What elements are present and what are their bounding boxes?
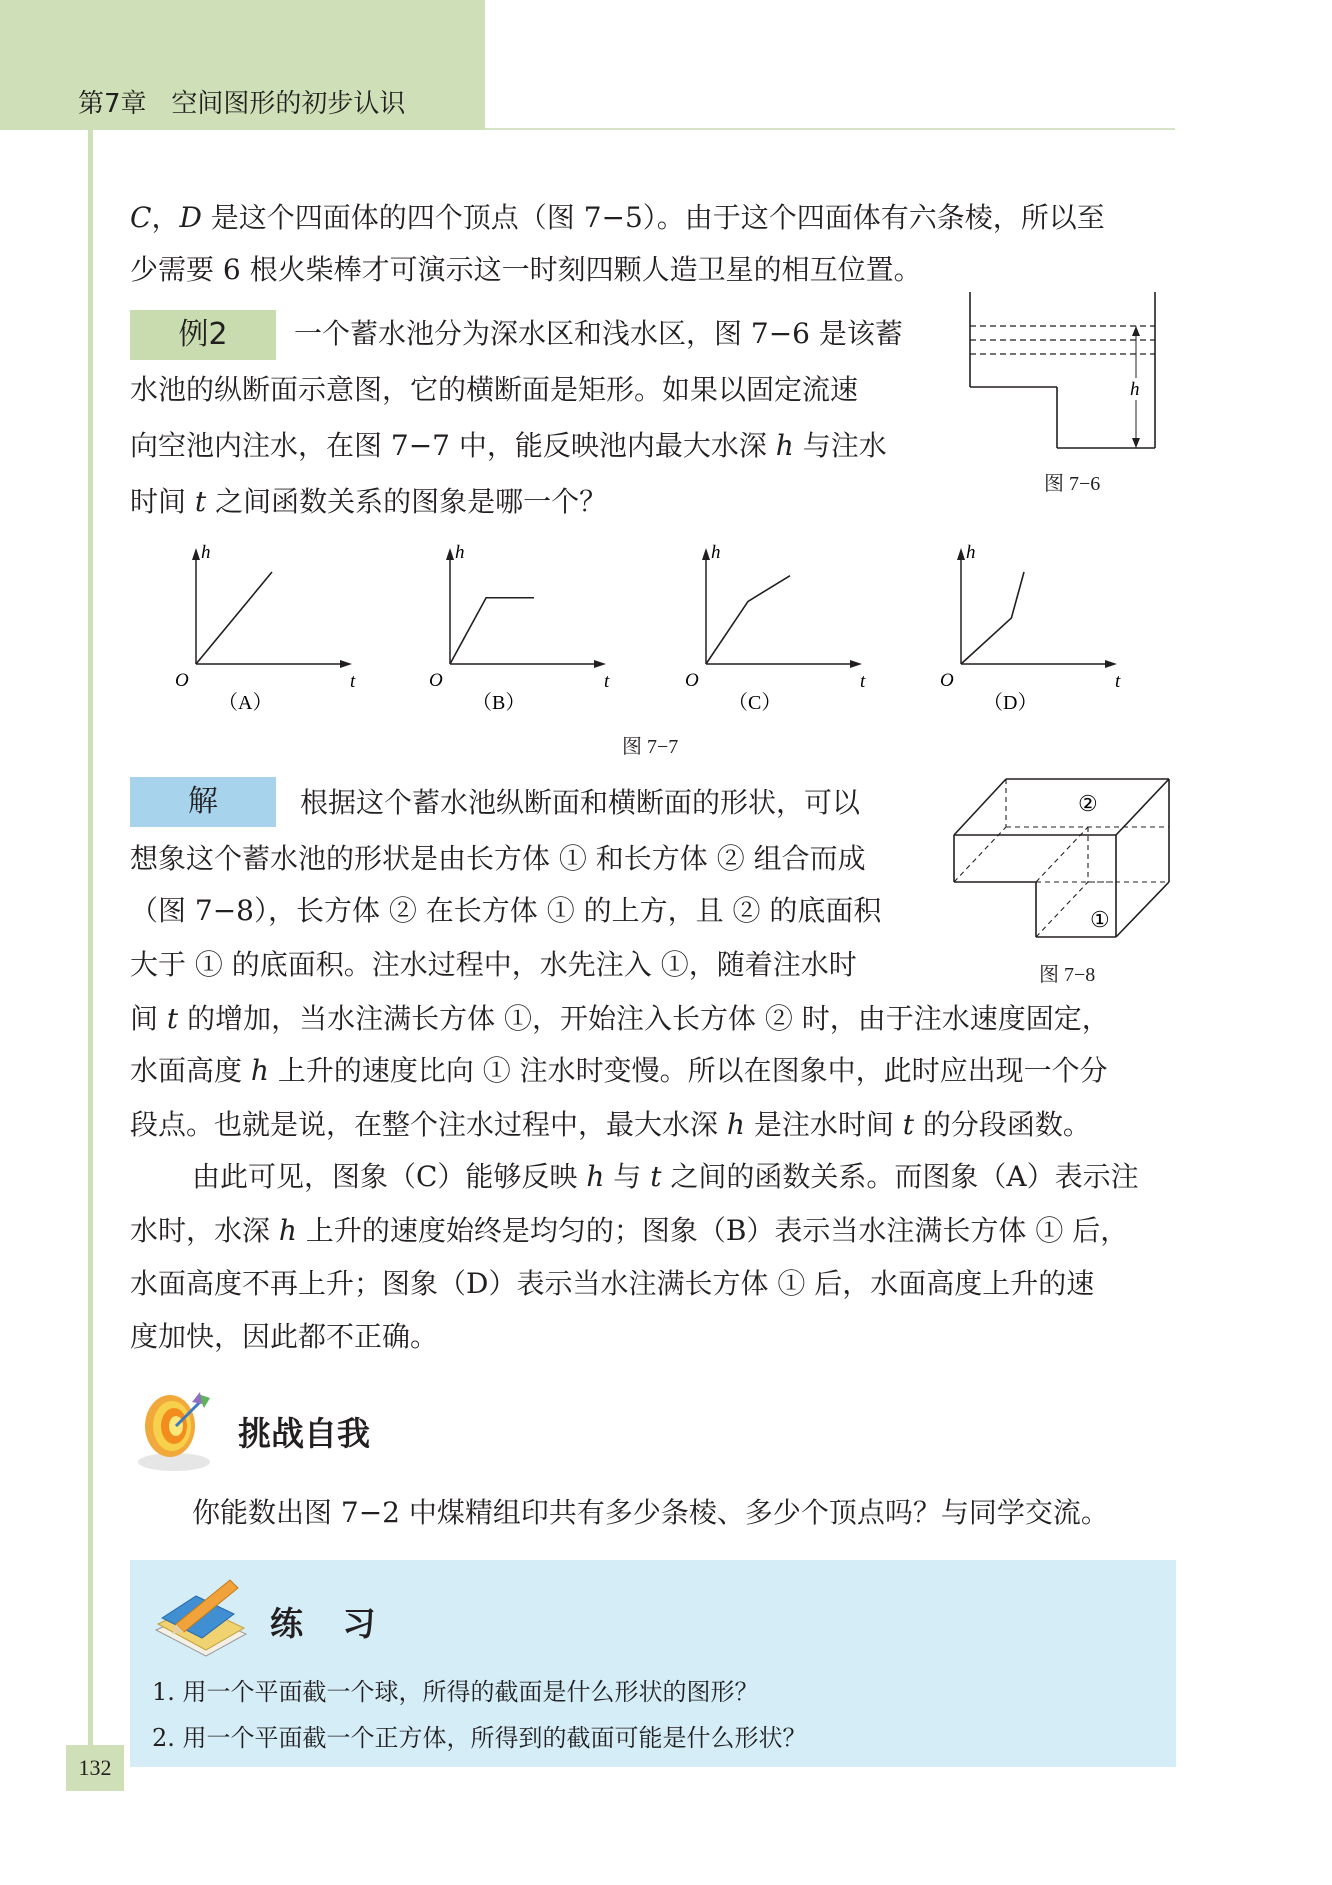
target-icon — [130, 1380, 220, 1480]
text: 之间的函数关系。而图象（A）表示注 — [661, 1160, 1139, 1193]
graph-curve-A — [196, 572, 272, 664]
example-tag: 例2 — [130, 310, 276, 360]
box2-front-top — [954, 835, 1116, 882]
conclusion-line-3: 水面高度不再上升；图象（D）表示当水注满长方体 ① 后，水面高度上升的速 — [130, 1267, 1095, 1300]
x-axis-label: t — [604, 671, 610, 692]
solution-line-4: 大于 ① 的底面积。注水过程中，水先注入 ①，随着注水时 — [130, 948, 857, 981]
example-line-1: 一个蓄水池分为深水区和浅水区，图 7−6 是该蓄 — [294, 317, 903, 350]
var-h: h — [250, 1054, 269, 1087]
header-rule — [485, 128, 1175, 130]
text: 向空池内注水，在图 7−7 中，能反映池内最大水深 — [130, 429, 776, 462]
text: 由此可见，图象（C）能够反映 — [192, 1160, 587, 1193]
var-h: h — [775, 429, 794, 462]
solution-line-5 — [130, 993, 1110, 1045]
margin-bar — [88, 130, 93, 1760]
fig-7-8-label-2: ② — [1078, 791, 1098, 816]
x-axis-arrow — [850, 660, 862, 668]
intro-text: 是这个四面体的四个顶点（图 7−5）。由于这个四面体有六条棱，所以至 — [201, 201, 1105, 234]
var-t: t — [902, 1108, 915, 1141]
text: 是注水时间 — [744, 1108, 903, 1141]
conclusion-line-2 — [130, 1205, 1128, 1257]
x-axis-label: t — [860, 671, 866, 692]
solution-line-7 — [130, 1099, 1091, 1151]
chapter-title — [78, 83, 405, 120]
y-axis-label: h — [711, 542, 721, 563]
text: 之间函数关系的图象是哪一个？ — [206, 485, 608, 518]
graph-C — [680, 540, 880, 715]
var-h: h — [726, 1108, 745, 1141]
graph-B — [424, 540, 624, 715]
y-axis-arrow — [192, 548, 200, 560]
sep: ， — [151, 201, 180, 234]
text: 的分段函数。 — [914, 1108, 1091, 1141]
y-axis-label: h — [455, 542, 465, 563]
page-number: 132 — [66, 1745, 124, 1791]
graph-curve-D — [961, 572, 1024, 664]
y-axis-arrow — [446, 548, 454, 560]
solution-line-6 — [130, 1045, 1108, 1097]
fig-7-6-caption: 图 7−6 — [1044, 473, 1101, 495]
vertex-c: C — [130, 201, 152, 234]
var-t: t — [650, 1160, 662, 1193]
solution-tag: 解 — [130, 777, 276, 827]
practice-item-1: 1. 用一个平面截一个球，所得的截面是什么形状的图形？ — [152, 1678, 759, 1706]
x-axis-arrow — [594, 660, 606, 668]
var-t: t — [194, 485, 207, 518]
chapter-name: 空间图形的初步认识 — [171, 89, 406, 119]
challenge-title: 挑战自我 — [238, 1414, 370, 1453]
text: 与 — [604, 1160, 651, 1193]
origin-label: O — [429, 670, 443, 691]
y-axis-label: h — [201, 542, 211, 563]
example-line-3 — [130, 420, 887, 472]
practice-item-2: 2. 用一个平面截一个正方体，所得到的截面可能是什么形状？ — [152, 1724, 807, 1752]
intro-line-2: 少需要 6 根火柴棒才可演示这一时刻四颗人造卫星的相互位置。 — [130, 253, 922, 286]
text: 时间 — [130, 485, 195, 518]
h-arrow-down — [1132, 438, 1140, 448]
graph-label-A: （A） — [218, 692, 273, 714]
y-axis-arrow — [702, 548, 710, 560]
fig-7-8-caption: 图 7−8 — [1039, 964, 1096, 986]
graph-D — [935, 540, 1135, 715]
graph-curve-C — [706, 576, 790, 664]
text: 的增加，当水注满长方体 ①，开始注入长方体 ② 时，由于注水速度固定， — [178, 1002, 1110, 1035]
origin-label: O — [940, 670, 954, 691]
y-axis-label: h — [966, 542, 976, 563]
text: 水面高度 — [130, 1054, 251, 1087]
x-axis-label: t — [1115, 671, 1121, 692]
y-axis-arrow — [957, 548, 965, 560]
fig-7-6-h-label: h — [1130, 379, 1140, 400]
h-arrow-up — [1132, 326, 1140, 336]
var-h: h — [278, 1214, 297, 1247]
origin-label: O — [175, 670, 189, 691]
text: 上升的速度始终是均匀的；图象（B）表示当水注满长方体 ① 后， — [296, 1214, 1129, 1247]
fig-7-8-label-1: ① — [1090, 907, 1110, 932]
fig-7-8-diagram — [950, 775, 1180, 950]
example-line-4 — [130, 476, 607, 528]
conclusion-line-4: 度加快，因此都不正确。 — [130, 1320, 439, 1353]
challenge-text: 你能数出图 7−2 中煤精组印共有多少条棱、多少个顶点吗？与同学交流。 — [192, 1496, 1109, 1529]
graph-curve-B — [450, 598, 534, 664]
text: 与注水 — [793, 429, 887, 462]
notebook-pencil-icon — [150, 1578, 260, 1660]
vertex-d: D — [179, 201, 202, 234]
text: 上升的速度比向 ① 注水时变慢。所以在图象中，此时应出现一个分 — [268, 1054, 1108, 1087]
x-axis-arrow — [340, 660, 352, 668]
var-t: t — [166, 1002, 179, 1035]
graph-label-C: （C） — [728, 692, 782, 714]
var-h: h — [586, 1160, 605, 1193]
text: 水时，水深 — [130, 1214, 279, 1247]
solution-line-2: 想象这个蓄水池的形状是由长方体 ① 和长方体 ② 组合而成 — [130, 842, 866, 875]
text: 段点。也就是说，在整个注水过程中，最大水深 — [130, 1108, 727, 1141]
conclusion-line-1 — [192, 1151, 1139, 1203]
intro-line-1 — [130, 192, 1105, 244]
x-axis-arrow — [1105, 660, 1117, 668]
solution-line-1: 根据这个蓄水池纵断面和横断面的形状，可以 — [300, 786, 861, 819]
chapter-number: 第7章 — [78, 89, 147, 119]
fig-7-6-diagram — [960, 292, 1180, 452]
origin-label: O — [685, 670, 699, 691]
solution-line-3: （图 7−8），长方体 ② 在长方体 ① 的上方，且 ② 的底面积 — [130, 894, 882, 927]
practice-title: 练 习 — [270, 1604, 390, 1643]
graph-label-D: （D） — [983, 692, 1038, 714]
text: 间 — [130, 1002, 167, 1035]
graph-label-B: （B） — [472, 692, 526, 714]
fig-7-7-caption: 图 7−7 — [622, 736, 679, 758]
graph-A — [170, 540, 370, 715]
example-line-2: 水池的纵断面示意图，它的横断面是矩形。如果以固定流速 — [130, 373, 859, 406]
x-axis-label: t — [350, 671, 356, 692]
